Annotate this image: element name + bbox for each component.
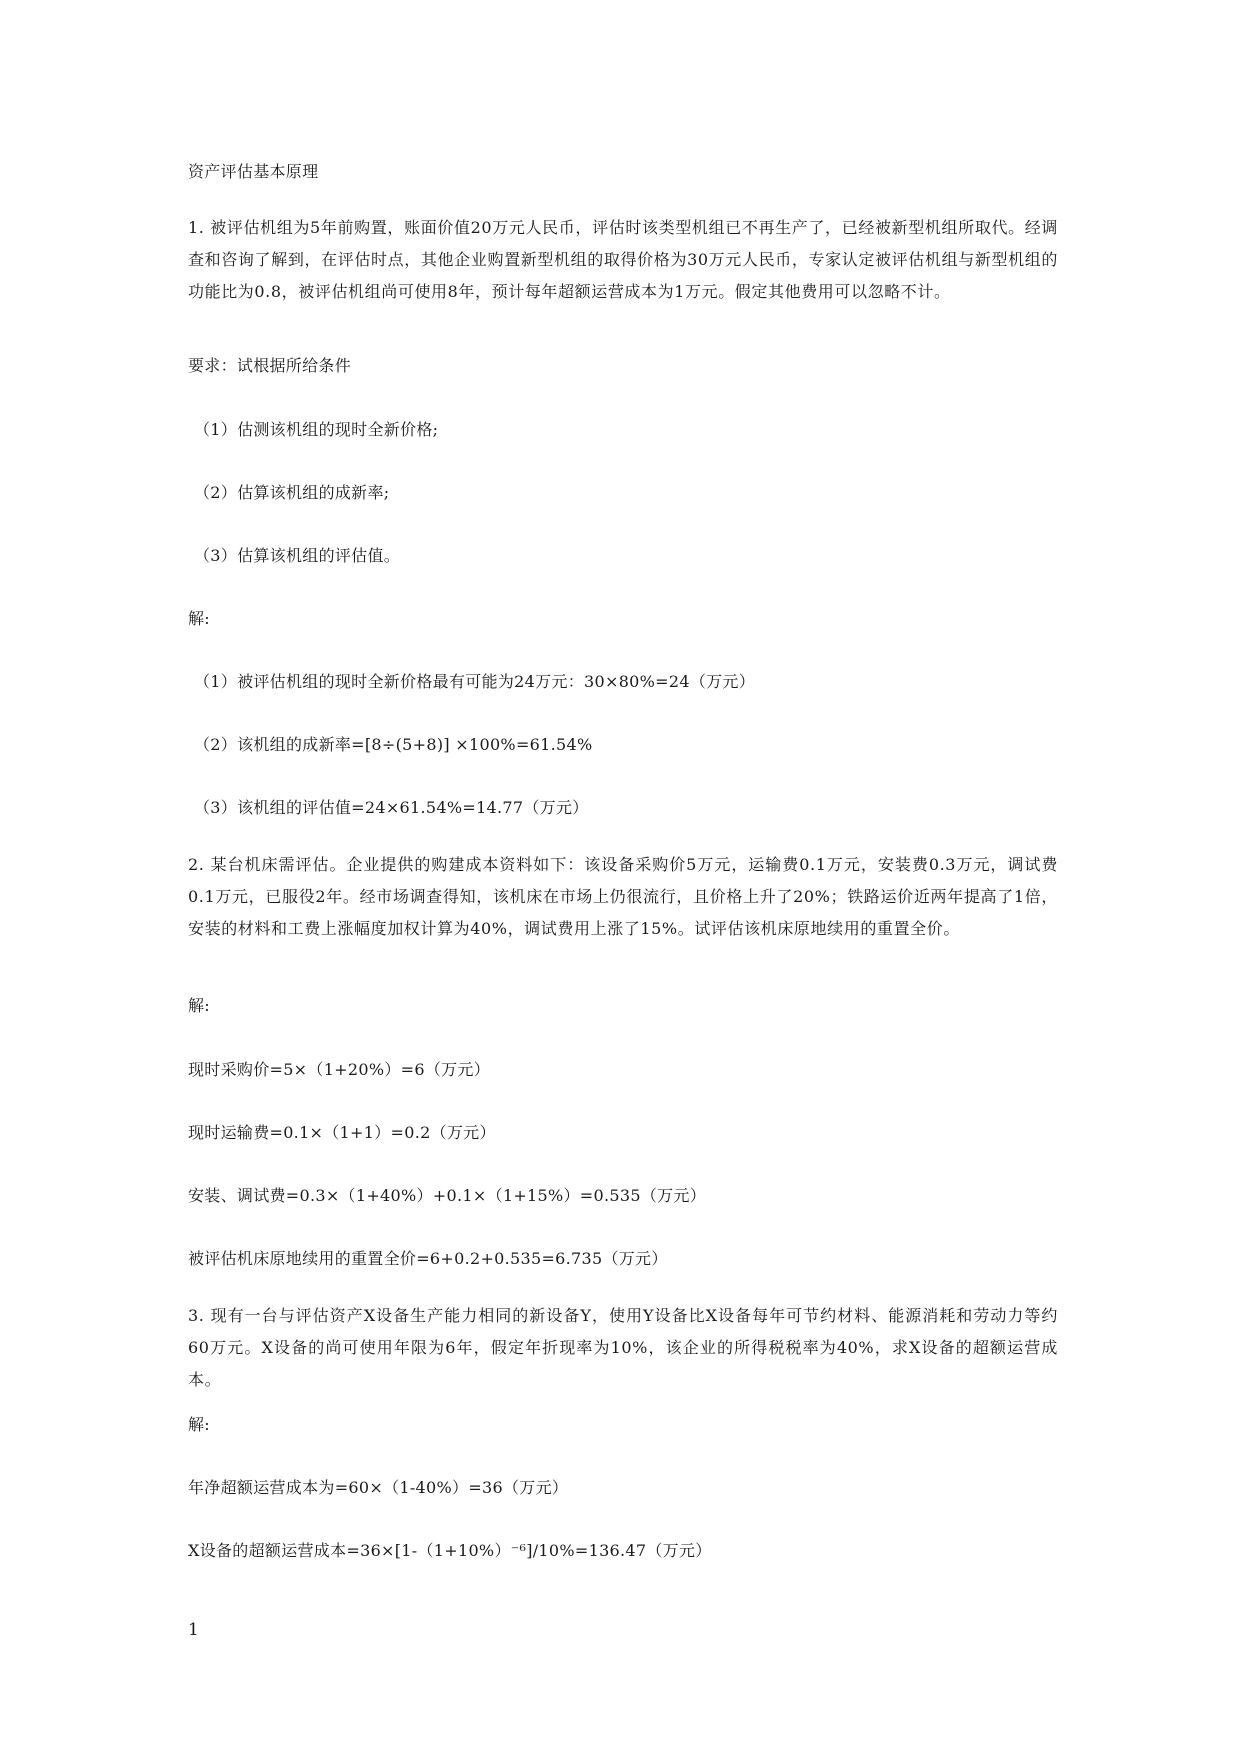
document-title: 资产评估基本原理 — [188, 162, 319, 181]
question-3-text: 3. 现有一台与评估资产X设备生产能力相同的新设备Y，使用Y设备比X设备每年可节约材料、能源消耗和劳动力等约60万元。X设备的尚可使用年限为6年，假定年折现率为10%，该企业的所得税税率为40%，求X设备的超额运营成本。 — [188, 1306, 1058, 1389]
page-number: 1 — [188, 1620, 199, 1640]
question-1-requirement: 要求：试根据所给条件 — [188, 356, 352, 375]
question-2-solution-step: 现时采购价=5×（1+20%）=6（万元） — [188, 1060, 491, 1079]
question-1-solution-step: （2）该机组的成新率=[8÷(5+8)] ×100%=61.54% — [194, 735, 593, 754]
question-2-solution-step: 安装、调试费=0.3×（1+40%）+0.1×（1+15%）=0.535（万元） — [188, 1186, 707, 1205]
question-1-item: （3）估算该机组的评估值。 — [194, 546, 401, 565]
question-2-solution-label: 解: — [188, 996, 210, 1015]
question-3-solution-step: X设备的超额运营成本=36×[1-（1+10%）⁻⁶]/10%=136.47（万元） — [188, 1541, 712, 1560]
question-2-solution-step: 现时运输费=0.1×（1+1）=0.2（万元） — [188, 1123, 496, 1142]
question-3-solution-step: 年净超额运营成本为=60×（1-40%）=36（万元） — [188, 1478, 569, 1497]
question-1-text: 1. 被评估机组为5年前购置，账面价值20万元人民币，评估时该类型机组已不再生产了，已经被新型机组所取代。经调查和咨询了解到，在评估时点，其他企业购置新型机组的取得价格为30万元人民币，专家认定被评估机组与新型机组的功能比为0.8，被评估机组尚可使用8年，预计每年超额运营成本为1万元。假定其他费用可以忽略不计。 — [188, 218, 1058, 301]
question-1-item: （1）估测该机组的现时全新价格; — [194, 420, 439, 439]
question-1-solution-step: （1）被评估机组的现时全新价格最有可能为24万元：30×80%=24（万元） — [194, 672, 756, 691]
question-2-text: 2. 某台机床需评估。企业提供的购建成本资料如下：该设备采购价5万元，运输费0.1万元，安装费0.3万元，调试费0.1万元，已服役2年。经市场调查得知，该机床在市场上仍很流行，且价格上升了20%；铁路运价近两年提高了1倍，安装的材料和工费上涨幅度加权计算为40%，调试费用上涨了15%。试评估该机床原地续用的重置全价。 — [188, 855, 1058, 938]
question-3-solution-label: 解: — [188, 1415, 210, 1434]
question-1-solution-label: 解: — [188, 609, 210, 628]
question-1-item: （2）估算该机组的成新率; — [194, 483, 390, 502]
question-2-solution-step: 被评估机床原地续用的重置全价=6+0.2+0.535=6.735（万元） — [188, 1249, 668, 1268]
question-1-solution-step: （3）该机组的评估值=24×61.54%=14.77（万元） — [194, 798, 589, 817]
